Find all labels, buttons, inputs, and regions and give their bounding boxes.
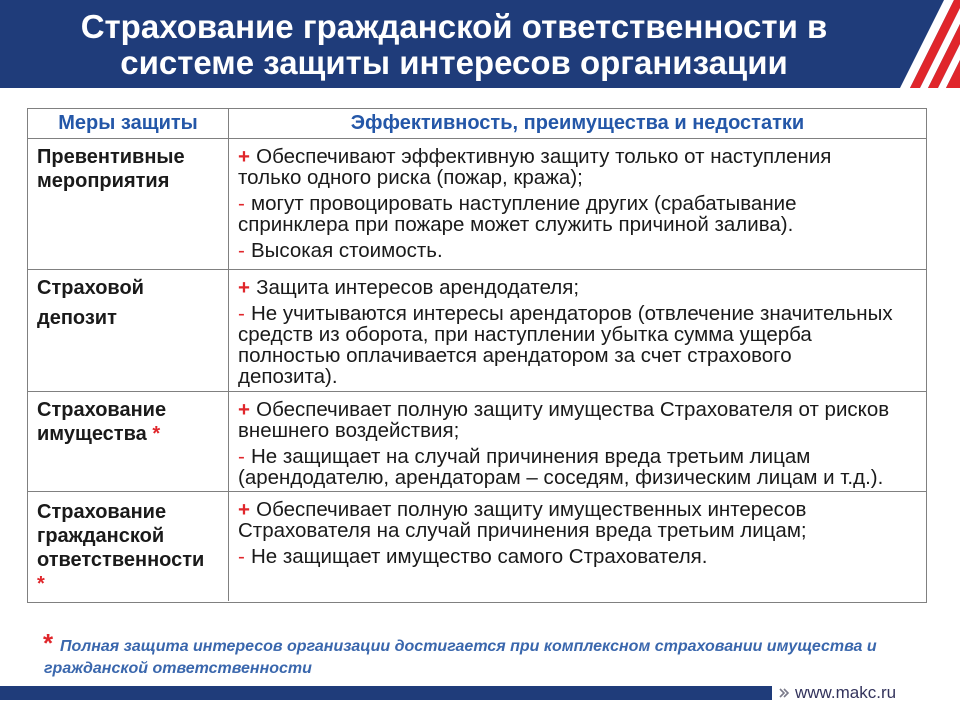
item-text: внешнего воздействия;: [238, 419, 460, 442]
measure-label-line: Страхование: [37, 399, 167, 421]
plus-sign: +: [238, 276, 250, 299]
item-text: Обеспечивает полную защиту имущества Страхователя от рисков: [256, 398, 890, 421]
effectiveness-cell: [229, 139, 926, 269]
plus-sign: +: [238, 398, 250, 421]
item-text: полностью оплачивается арендатором за счет страхового: [238, 344, 792, 367]
measure-cell: [28, 392, 229, 491]
table-row: [28, 492, 926, 601]
measure-label-line: [37, 422, 222, 446]
drawback-item: [238, 446, 920, 488]
item-text: Высокая стоимость.: [250, 239, 443, 262]
item-line: [238, 499, 920, 520]
minus-sign: -: [238, 445, 245, 468]
item-text: Страхователя на случай причинения вреда третьим лицам;: [238, 519, 807, 542]
item-text: Обеспечивает полную защиту имущественных интересов: [256, 498, 807, 521]
asterisk-mark: *: [37, 573, 45, 595]
drawback-item: [238, 193, 920, 235]
minus-sign: -: [238, 192, 245, 215]
advantage-item: [238, 499, 920, 541]
item-text: Защита интересов арендодателя;: [256, 276, 580, 299]
measure-label-text: имущества: [37, 423, 147, 445]
measure-label-line: Превентивные: [37, 146, 185, 168]
table-row: [28, 270, 926, 392]
advantage-item: [238, 277, 920, 298]
plus-sign: +: [238, 498, 250, 521]
table-row: [28, 392, 926, 492]
footnote-asterisk: *: [43, 628, 54, 658]
measure-label-line: [37, 572, 222, 596]
item-text: Обеспечивают эффективную защиту только от наступления: [256, 145, 832, 168]
item-line: [238, 277, 920, 298]
item-text: Не учитываются интересы арендаторов (отвлечение значительных: [250, 302, 893, 325]
measure-label-line: гражданской: [37, 525, 165, 547]
item-text: Не защищает на случай причинения вреда третьим лицам: [250, 445, 811, 468]
minus-sign: -: [238, 239, 245, 262]
minus-sign: -: [238, 302, 245, 325]
slide-title-line: системе защиты интересов организации: [120, 44, 788, 81]
website-url: www.makc.ru: [795, 683, 897, 702]
item-text: спринклера при пожаре может служить причиной залива).: [238, 213, 794, 236]
item-line: [238, 546, 920, 567]
effectiveness-cell: [229, 270, 926, 391]
table-row: [28, 139, 926, 270]
item-text: (арендодателю, арендаторам – соседям, физическим лицам и т.д.).: [238, 466, 884, 489]
brand-stripes-logo: [880, 0, 960, 88]
column-header-effectiveness: Эффективность, преимущества и недостатки: [350, 112, 805, 134]
plus-sign: +: [238, 145, 250, 168]
item-line: [238, 146, 920, 167]
slide-title-line: Страхование гражданской ответственности в: [80, 8, 828, 45]
header-band: [0, 0, 960, 88]
item-text: Не защищает имущество самого Страхователя.: [250, 545, 708, 568]
measure-label-line: мероприятия: [37, 170, 170, 192]
drawback-item: [238, 303, 920, 387]
measure-label-line: Страховой: [37, 277, 144, 299]
protection-measures-table: [27, 108, 927, 603]
item-text: средств из оборота, при наступлении убытка сумма ущерба: [238, 323, 812, 346]
item-line: [238, 399, 920, 420]
effectiveness-cell: [229, 392, 926, 491]
item-line: [238, 303, 920, 324]
item-line: [238, 193, 920, 214]
drawback-item: [238, 240, 920, 261]
slide-title: [0, 9, 908, 81]
effectiveness-cell: [229, 492, 926, 601]
item-text: депозита).: [238, 365, 338, 388]
item-line: [238, 446, 920, 467]
table-header-row: [28, 109, 926, 139]
measure-label-line: депозит: [37, 307, 117, 329]
measure-cell: [28, 492, 229, 601]
asterisk-mark: *: [152, 423, 161, 445]
item-text: только одного риска (пожар, кража);: [238, 166, 583, 189]
column-header-measures: Меры защиты: [28, 109, 229, 138]
chevron-right-icon: [778, 687, 790, 699]
advantage-item: [238, 399, 920, 441]
item-line: [238, 240, 920, 261]
item-text: могут провоцировать наступление других (срабатывание: [250, 192, 797, 215]
drawback-item: [238, 546, 920, 567]
measure-cell: [28, 139, 229, 269]
footnote-text-line: гражданской ответственности: [44, 660, 312, 677]
footnote-text-line: Полная защита интересов организации достигается при комплексном страховании имущества и: [60, 638, 877, 655]
measure-label-line: ответственности: [37, 549, 205, 571]
advantage-item: [238, 146, 920, 188]
minus-sign: -: [238, 545, 245, 568]
measure-cell: [28, 270, 229, 391]
measure-label-line: Страхование: [37, 501, 167, 523]
footer-band: [0, 686, 772, 700]
